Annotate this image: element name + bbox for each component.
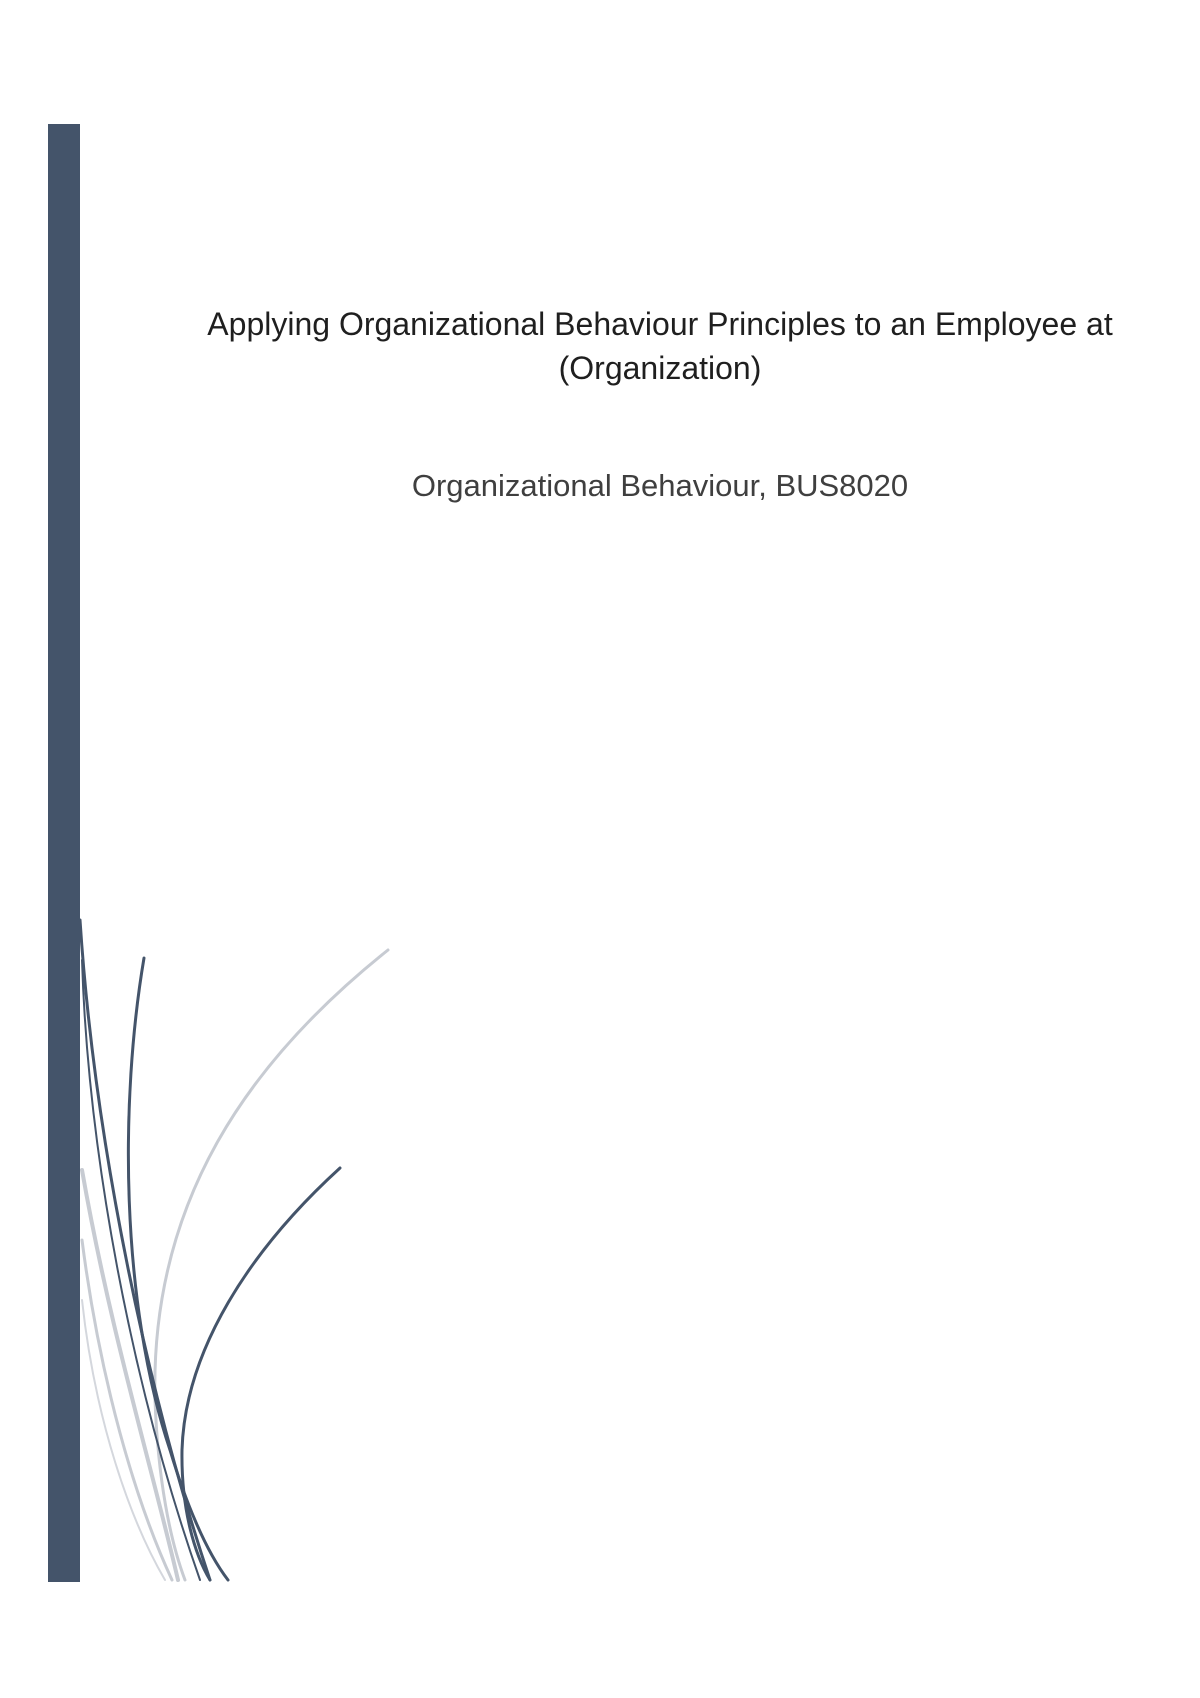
document-title-line-2: (Organization)	[558, 350, 762, 386]
accent-bar	[48, 124, 80, 1582]
document-title-line-1: Applying Organizational Behaviour Principles to an Employee at	[207, 306, 1113, 342]
swoosh-dark-curve-3	[182, 1168, 340, 1580]
swoosh-light-curve-4	[82, 1300, 165, 1580]
swoosh-light-curve-3	[82, 1240, 172, 1580]
course-subtitle: Organizational Behaviour, BUS8020	[411, 468, 909, 503]
swoosh-dark-curve-4	[82, 960, 200, 1580]
swoosh-dark-curve-2	[128, 958, 228, 1580]
swoosh-light-curve-1	[155, 950, 388, 1580]
swoosh-light-curve-2	[82, 1170, 178, 1580]
swoosh-dark-curve-1	[80, 920, 210, 1580]
document-title	[180, 302, 1140, 390]
